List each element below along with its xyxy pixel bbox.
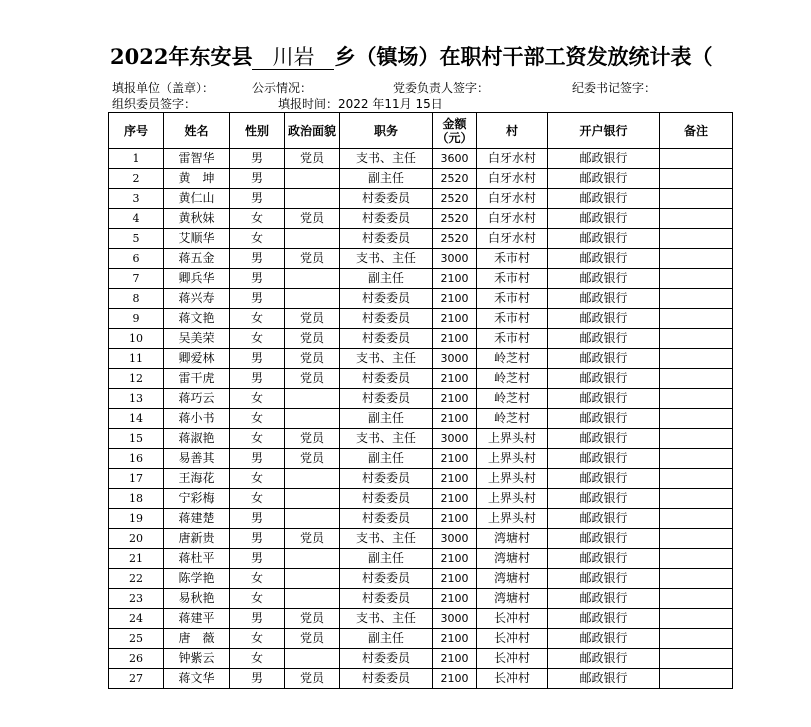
cell-political [285, 189, 340, 209]
cell-political [285, 489, 340, 509]
cell-position: 副主任 [340, 269, 433, 289]
table-row [109, 149, 733, 169]
cell-village: 白牙水村 [477, 229, 548, 249]
cell-bank: 邮政银行 [548, 469, 660, 489]
cell-no: 2 [109, 169, 164, 189]
cell-amount: 3000 [433, 249, 477, 269]
cell-bank: 邮政银行 [548, 149, 660, 169]
cell-bank: 邮政银行 [548, 649, 660, 669]
cell-position: 村委委员 [340, 489, 433, 509]
cell-political [285, 569, 340, 589]
cell-political [285, 589, 340, 609]
cell-note [660, 569, 733, 589]
cell-amount: 3600 [433, 149, 477, 169]
cell-note [660, 589, 733, 609]
cell-position: 副主任 [340, 549, 433, 569]
cell-gender: 男 [230, 269, 285, 289]
cell-bank: 邮政银行 [548, 349, 660, 369]
cell-name: 卿爱林 [164, 349, 230, 369]
cell-gender: 女 [230, 589, 285, 609]
cell-no: 3 [109, 189, 164, 209]
table-row [109, 609, 733, 629]
cell-bank: 邮政银行 [548, 489, 660, 509]
cell-name: 雷干虎 [164, 369, 230, 389]
cell-political: 党员 [285, 609, 340, 629]
cell-no: 22 [109, 569, 164, 589]
cell-amount: 2100 [433, 549, 477, 569]
cell-political: 党员 [285, 309, 340, 329]
cell-village: 长冲村 [477, 649, 548, 669]
date-label: 填报时间：2022 年11月 15日 [278, 97, 443, 111]
cell-political: 党员 [285, 669, 340, 689]
cell-gender: 女 [230, 569, 285, 589]
cell-gender: 男 [230, 289, 285, 309]
cell-name: 雷智华 [164, 149, 230, 169]
cell-note [660, 389, 733, 409]
header-amount: 金额（元） [433, 113, 477, 149]
table-row [109, 449, 733, 469]
table-row [109, 429, 733, 449]
cell-amount: 2100 [433, 589, 477, 609]
cell-village: 禾市村 [477, 309, 548, 329]
table-body [109, 149, 733, 689]
cell-gender: 女 [230, 429, 285, 449]
township-field: 川岩 [252, 45, 334, 70]
cell-village: 岭芝村 [477, 389, 548, 409]
title-suffix: 乡（镇场）在职村干部工资发放统计表（ [334, 44, 713, 69]
cell-political [285, 549, 340, 569]
table-row [109, 329, 733, 349]
cell-amount: 2100 [433, 289, 477, 309]
cell-village: 湾塘村 [477, 569, 548, 589]
salary-table [108, 112, 733, 689]
cell-amount: 2100 [433, 669, 477, 689]
cell-gender: 女 [230, 329, 285, 349]
cell-political [285, 269, 340, 289]
table-row [109, 289, 733, 309]
cell-amount: 2100 [433, 649, 477, 669]
cell-amount: 2520 [433, 209, 477, 229]
cell-position: 村委委员 [340, 469, 433, 489]
cell-gender: 男 [230, 349, 285, 369]
header-position: 职务 [340, 113, 433, 149]
cell-bank: 邮政银行 [548, 449, 660, 469]
cell-no: 15 [109, 429, 164, 449]
cell-gender: 女 [230, 209, 285, 229]
cell-position: 村委委员 [340, 669, 433, 689]
header-gender: 性别 [230, 113, 285, 149]
cell-village: 湾塘村 [477, 529, 548, 549]
cell-position: 村委委员 [340, 369, 433, 389]
table-row [109, 469, 733, 489]
cell-political [285, 469, 340, 489]
table-row [109, 169, 733, 189]
cell-name: 蒋巧云 [164, 389, 230, 409]
cell-bank: 邮政银行 [548, 229, 660, 249]
cell-political: 党员 [285, 249, 340, 269]
cell-no: 23 [109, 589, 164, 609]
cell-gender: 女 [230, 409, 285, 429]
org-sign-label: 组织委员签字： [112, 97, 197, 111]
cell-note [660, 509, 733, 529]
cell-political [285, 389, 340, 409]
cell-political: 党员 [285, 329, 340, 349]
cell-position: 支书、主任 [340, 249, 433, 269]
cell-note [660, 409, 733, 429]
cell-no: 5 [109, 229, 164, 249]
cell-note [660, 429, 733, 449]
cell-no: 10 [109, 329, 164, 349]
table-row [109, 669, 733, 689]
table-row [109, 509, 733, 529]
cell-position: 村委委员 [340, 289, 433, 309]
cell-no: 16 [109, 449, 164, 469]
cell-gender: 男 [230, 609, 285, 629]
cell-note [660, 449, 733, 469]
cell-bank: 邮政银行 [548, 509, 660, 529]
cell-name: 蒋小书 [164, 409, 230, 429]
cell-note [660, 249, 733, 269]
cell-bank: 邮政银行 [548, 409, 660, 429]
cell-amount: 2100 [433, 469, 477, 489]
cell-no: 1 [109, 149, 164, 169]
cell-name: 王海花 [164, 469, 230, 489]
cell-village: 禾市村 [477, 269, 548, 289]
cell-amount: 3000 [433, 429, 477, 449]
cell-village: 岭芝村 [477, 349, 548, 369]
cell-gender: 男 [230, 549, 285, 569]
cell-no: 26 [109, 649, 164, 669]
cell-bank: 邮政银行 [548, 609, 660, 629]
cell-political: 党员 [285, 429, 340, 449]
cell-gender: 男 [230, 149, 285, 169]
cell-bank: 邮政银行 [548, 369, 660, 389]
cell-bank: 邮政银行 [548, 429, 660, 449]
cell-position: 村委委员 [340, 649, 433, 669]
cell-position: 村委委员 [340, 229, 433, 249]
cell-name: 唐新贵 [164, 529, 230, 549]
cell-name: 黄 坤 [164, 169, 230, 189]
cell-position: 村委委员 [340, 509, 433, 529]
cell-no: 7 [109, 269, 164, 289]
cell-political: 党员 [285, 209, 340, 229]
header-no: 序号 [109, 113, 164, 149]
cell-name: 宁彩梅 [164, 489, 230, 509]
cell-name: 蒋兴寿 [164, 289, 230, 309]
cell-no: 13 [109, 389, 164, 409]
cell-name: 黄秋妹 [164, 209, 230, 229]
cell-note [660, 549, 733, 569]
cell-gender: 女 [230, 649, 285, 669]
cell-bank: 邮政银行 [548, 549, 660, 569]
cell-bank: 邮政银行 [548, 529, 660, 549]
cell-bank: 邮政银行 [548, 169, 660, 189]
cell-position: 村委委员 [340, 329, 433, 349]
cell-political [285, 509, 340, 529]
cell-amount: 3000 [433, 609, 477, 629]
cell-gender: 男 [230, 249, 285, 269]
cell-political: 党员 [285, 349, 340, 369]
cell-position: 副主任 [340, 409, 433, 429]
cell-note [660, 309, 733, 329]
cell-name: 吴美荣 [164, 329, 230, 349]
cell-political [285, 649, 340, 669]
cell-note [660, 189, 733, 209]
cell-village: 白牙水村 [477, 189, 548, 209]
cell-no: 21 [109, 549, 164, 569]
cell-name: 黄仁山 [164, 189, 230, 209]
cell-village: 白牙水村 [477, 149, 548, 169]
cell-bank: 邮政银行 [548, 569, 660, 589]
table-row [109, 589, 733, 609]
table-row [109, 649, 733, 669]
cell-bank: 邮政银行 [548, 389, 660, 409]
cell-no: 24 [109, 609, 164, 629]
cell-no: 4 [109, 209, 164, 229]
cell-note [660, 489, 733, 509]
cell-bank: 邮政银行 [548, 629, 660, 649]
table-row [109, 249, 733, 269]
cell-amount: 2100 [433, 569, 477, 589]
cell-position: 支书、主任 [340, 349, 433, 369]
cell-amount: 2100 [433, 369, 477, 389]
cell-village: 岭芝村 [477, 409, 548, 429]
cell-position: 村委委员 [340, 189, 433, 209]
cell-amount: 2100 [433, 449, 477, 469]
cell-village: 白牙水村 [477, 169, 548, 189]
cell-bank: 邮政银行 [548, 589, 660, 609]
cell-amount: 2520 [433, 189, 477, 209]
cell-bank: 邮政银行 [548, 209, 660, 229]
cell-gender: 男 [230, 509, 285, 529]
table-header-row [109, 113, 733, 149]
table-row [109, 229, 733, 249]
cell-bank: 邮政银行 [548, 249, 660, 269]
cell-amount: 2100 [433, 409, 477, 429]
table-row [109, 209, 733, 229]
cell-village: 上界头村 [477, 469, 548, 489]
cell-no: 14 [109, 409, 164, 429]
cell-bank: 邮政银行 [548, 189, 660, 209]
cell-village: 禾市村 [477, 289, 548, 309]
cell-gender: 女 [230, 229, 285, 249]
cell-no: 11 [109, 349, 164, 369]
cell-political: 党员 [285, 629, 340, 649]
discipline-sign-label: 纪委书记签字： [572, 81, 657, 95]
cell-political: 党员 [285, 449, 340, 469]
table-row [109, 349, 733, 369]
cell-name: 蒋五金 [164, 249, 230, 269]
cell-village: 上界头村 [477, 429, 548, 449]
cell-note [660, 369, 733, 389]
cell-village: 上界头村 [477, 449, 548, 469]
cell-position: 村委委员 [340, 589, 433, 609]
cell-position: 村委委员 [340, 389, 433, 409]
cell-note [660, 609, 733, 629]
cell-name: 蒋淑艳 [164, 429, 230, 449]
cell-amount: 2100 [433, 629, 477, 649]
cell-political: 党员 [285, 529, 340, 549]
cell-name: 蒋文艳 [164, 309, 230, 329]
cell-no: 17 [109, 469, 164, 489]
party-sign-label: 党委负责人签字： [393, 81, 490, 95]
cell-position: 支书、主任 [340, 529, 433, 549]
cell-gender: 男 [230, 669, 285, 689]
cell-note [660, 469, 733, 489]
table-row [109, 629, 733, 649]
cell-note [660, 209, 733, 229]
cell-no: 12 [109, 369, 164, 389]
cell-position: 支书、主任 [340, 149, 433, 169]
cell-bank: 邮政银行 [548, 309, 660, 329]
cell-position: 支书、主任 [340, 609, 433, 629]
unit-label: 填报单位（盖章）： [112, 81, 215, 95]
cell-village: 禾市村 [477, 249, 548, 269]
cell-amount: 2100 [433, 329, 477, 349]
cell-political: 党员 [285, 369, 340, 389]
cell-political [285, 229, 340, 249]
cell-no: 6 [109, 249, 164, 269]
cell-note [660, 289, 733, 309]
cell-note [660, 349, 733, 369]
cell-village: 长冲村 [477, 629, 548, 649]
cell-name: 蒋杜平 [164, 549, 230, 569]
cell-no: 27 [109, 669, 164, 689]
cell-village: 湾塘村 [477, 589, 548, 609]
cell-position: 村委委员 [340, 209, 433, 229]
cell-position: 副主任 [340, 449, 433, 469]
cell-bank: 邮政银行 [548, 269, 660, 289]
cell-no: 18 [109, 489, 164, 509]
cell-name: 陈学艳 [164, 569, 230, 589]
header-political: 政治面貌 [285, 113, 340, 149]
cell-political: 党员 [285, 149, 340, 169]
cell-amount: 2100 [433, 489, 477, 509]
cell-name: 艾顺华 [164, 229, 230, 249]
cell-note [660, 649, 733, 669]
cell-amount: 2100 [433, 509, 477, 529]
cell-name: 蒋建平 [164, 609, 230, 629]
cell-village: 禾市村 [477, 329, 548, 349]
cell-position: 副主任 [340, 169, 433, 189]
title-prefix: 2022年东安县 [110, 44, 253, 69]
cell-village: 白牙水村 [477, 209, 548, 229]
table-row [109, 529, 733, 549]
cell-name: 钟紫云 [164, 649, 230, 669]
publicity-label: 公示情况： [252, 81, 313, 95]
cell-gender: 女 [230, 469, 285, 489]
cell-political [285, 289, 340, 309]
table-row [109, 389, 733, 409]
cell-no: 20 [109, 529, 164, 549]
cell-no: 19 [109, 509, 164, 529]
cell-name: 唐 薇 [164, 629, 230, 649]
cell-note [660, 629, 733, 649]
cell-position: 村委委员 [340, 309, 433, 329]
table-row [109, 549, 733, 569]
cell-name: 卿兵华 [164, 269, 230, 289]
cell-village: 长冲村 [477, 669, 548, 689]
cell-note [660, 269, 733, 289]
cell-no: 25 [109, 629, 164, 649]
cell-gender: 男 [230, 189, 285, 209]
cell-amount: 3000 [433, 529, 477, 549]
cell-gender: 女 [230, 629, 285, 649]
cell-village: 上界头村 [477, 509, 548, 529]
cell-village: 上界头村 [477, 489, 548, 509]
cell-note [660, 329, 733, 349]
cell-note [660, 529, 733, 549]
cell-amount: 2100 [433, 309, 477, 329]
table-row [109, 489, 733, 509]
header-bank: 开户银行 [548, 113, 660, 149]
cell-note [660, 229, 733, 249]
cell-position: 副主任 [340, 629, 433, 649]
cell-bank: 邮政银行 [548, 669, 660, 689]
cell-name: 易善其 [164, 449, 230, 469]
header-name: 姓名 [164, 113, 230, 149]
table-row [109, 189, 733, 209]
cell-position: 村委委员 [340, 569, 433, 589]
cell-gender: 男 [230, 369, 285, 389]
cell-gender: 男 [230, 529, 285, 549]
cell-amount: 2100 [433, 389, 477, 409]
header-village: 村 [477, 113, 548, 149]
cell-gender: 男 [230, 169, 285, 189]
header-note: 备注 [660, 113, 733, 149]
cell-gender: 女 [230, 489, 285, 509]
document-title [110, 40, 800, 74]
cell-amount: 3000 [433, 349, 477, 369]
table-row [109, 269, 733, 289]
cell-name: 易秋艳 [164, 589, 230, 609]
cell-name: 蒋建楚 [164, 509, 230, 529]
cell-bank: 邮政银行 [548, 329, 660, 349]
table-row [109, 369, 733, 389]
cell-political [285, 409, 340, 429]
cell-note [660, 669, 733, 689]
cell-gender: 女 [230, 309, 285, 329]
table-row [109, 309, 733, 329]
cell-gender: 女 [230, 389, 285, 409]
cell-village: 岭芝村 [477, 369, 548, 389]
cell-no: 8 [109, 289, 164, 309]
cell-political [285, 169, 340, 189]
cell-gender: 男 [230, 449, 285, 469]
cell-village: 长冲村 [477, 609, 548, 629]
cell-amount: 2520 [433, 169, 477, 189]
table-row [109, 409, 733, 429]
cell-name: 蒋文华 [164, 669, 230, 689]
table-row [109, 569, 733, 589]
cell-amount: 2100 [433, 269, 477, 289]
cell-note [660, 149, 733, 169]
cell-note [660, 169, 733, 189]
cell-position: 支书、主任 [340, 429, 433, 449]
cell-village: 湾塘村 [477, 549, 548, 569]
cell-amount: 2520 [433, 229, 477, 249]
cell-no: 9 [109, 309, 164, 329]
cell-bank: 邮政银行 [548, 289, 660, 309]
